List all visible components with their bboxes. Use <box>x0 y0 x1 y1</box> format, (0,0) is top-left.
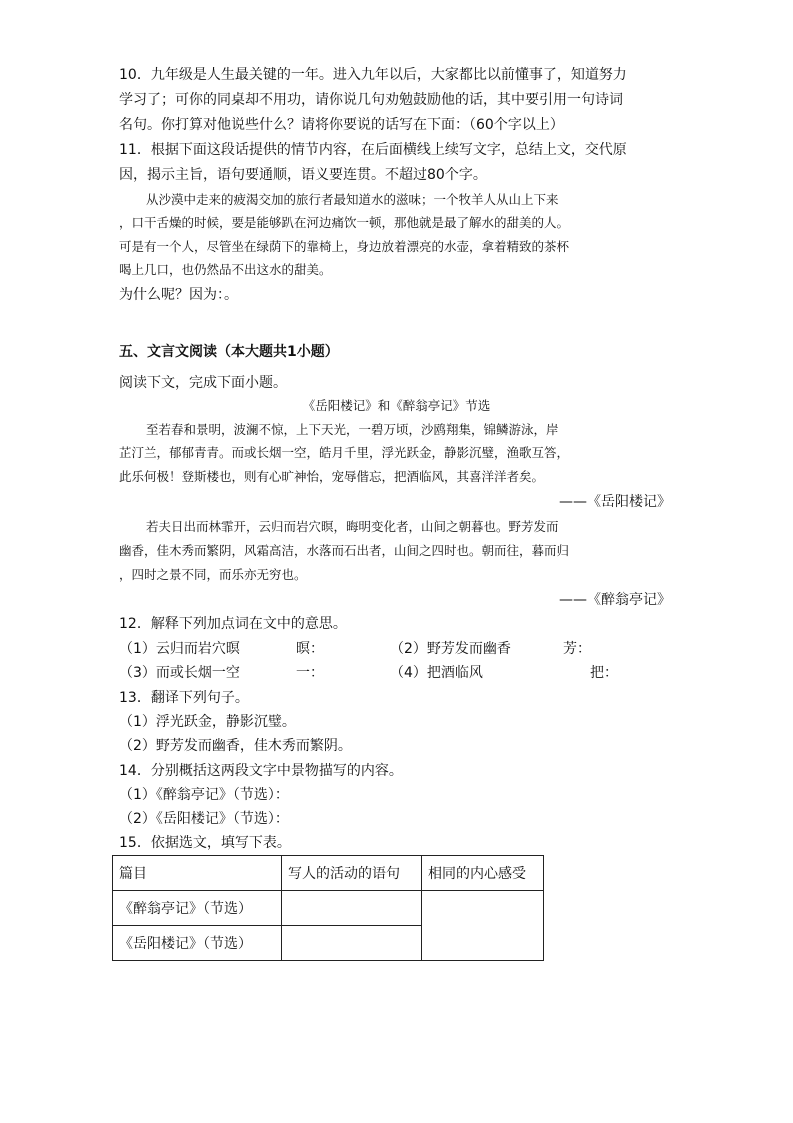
q12-item-2: （2）野芳发而幽香 <box>390 641 511 657</box>
q11-passage-line-3: 可是有一个人，尽管坐在绿荫下的靠椅上，身边放着漂亮的水壶，拿着精致的茶杯 <box>119 239 570 254</box>
zuiweng-line-2: 幽香，佳木秀而繁阴，风霜高洁，水落而石出者，山间之四时也。朝而往，暮而归 <box>119 543 570 558</box>
q12-item-1-word: 暝： <box>296 641 324 657</box>
q12-item-4-word: 把： <box>590 665 618 681</box>
q13-item-1: （1）浮光跃金，静影沉璧。 <box>119 714 296 730</box>
q14-item-1: （1）《醉翁亭记》（节选）： <box>119 787 289 803</box>
q11-passage-line-1: 从沙漠中走来的疲渴交加的旅行者最知道水的滋味；一个牧羊人从山上下来 <box>146 192 559 207</box>
q11-passage-line-2: ，口干舌燥的时候，要是能够趴在河边痛饮一顿，那他就是最了解水的甜美的人。 <box>119 215 570 230</box>
q11-passage-line-4: 喝上几口，也仍然品不出这水的甜美。 <box>119 262 332 277</box>
table-header-cell: 相同的内心感受 <box>422 856 544 891</box>
yueyang-source: ——《岳阳楼记》 <box>559 494 671 510</box>
section-heading: 五、文言文阅读（本大题共1小题） <box>119 344 339 360</box>
q12-stem: 12．解释下列加点词在文中的意思。 <box>119 616 347 632</box>
table-header-row <box>113 856 544 891</box>
table-answer-cell[interactable] <box>422 891 544 961</box>
q11-answer-prompt: 为什么呢？因为：。 <box>119 287 238 303</box>
yueyang-line-1: 至若春和景明，波澜不惊，上下天光，一碧万顷，沙鸥翔集，锦鳞游泳，岸 <box>146 422 559 437</box>
zuiweng-source: ——《醉翁亭记》 <box>559 592 671 608</box>
yueyang-line-2: 芷汀兰，郁郁青青。而或长烟一空，皓月千里，浮光跃金，静影沉璧，渔歌互答， <box>119 445 570 460</box>
q15-table <box>112 855 544 961</box>
q11-line-2: 因，揭示主旨，语句要通顺，语义要连贯。不超过80个字。 <box>119 167 487 183</box>
q13-stem: 13．翻译下列句子。 <box>119 690 249 706</box>
section-instruction: 阅读下文，完成下面小题。 <box>119 375 287 391</box>
q10-line-3: 名句。你打算对他说些什么？请将你要说的话写在下面：（60个字以上） <box>119 117 564 133</box>
q10-line-2: 学习了；可你的同桌却不用功，请你说几句劝勉鼓励他的话，其中要引用一句诗词 <box>119 92 623 108</box>
q10-line-1: 10．九年级是人生最关键的一年。进入九年以后，大家都比以前懂事了，知道努力 <box>119 67 627 83</box>
table-answer-cell[interactable] <box>282 891 422 926</box>
table-row <box>113 891 544 926</box>
q15-stem: 15．依据选文，填写下表。 <box>119 835 291 851</box>
q14-item-2: （2）《岳阳楼记》（节选）： <box>119 811 289 827</box>
q14-stem: 14．分别概括这两段文字中景物描写的内容。 <box>119 763 403 779</box>
q11-line-1: 11．根据下面这段话提供的情节内容，在后面横线上续写文字，总结上文，交代原 <box>119 142 627 158</box>
zuiweng-line-1: 若夫日出而林霏开，云归而岩穴暝，晦明变化者，山间之朝暮也。野芳发而 <box>146 519 559 534</box>
table-answer-cell[interactable] <box>282 926 422 961</box>
q12-item-3-word: 一： <box>296 665 324 681</box>
q12-item-2-word: 芳： <box>563 641 591 657</box>
q12-item-3: （3）而或长烟一空 <box>119 665 240 681</box>
q12-item-4: （4）把酒临风 <box>390 665 483 681</box>
table-header-cell: 篇目 <box>113 856 282 891</box>
yueyang-line-3: 此乐何极！登斯楼也，则有心旷神怡，宠辱偕忘，把酒临风，其喜洋洋者矣。 <box>119 469 545 484</box>
table-header-cell: 写人的活动的语句 <box>282 856 422 891</box>
table-row-label: 《岳阳楼记》（节选） <box>113 926 282 961</box>
q13-item-2: （2）野芳发而幽香，佳木秀而繁阴。 <box>119 738 352 754</box>
q12-item-1: （1）云归而岩穴暝 <box>119 641 240 657</box>
zuiweng-line-3: ，四时之景不同，而乐亦无穷也。 <box>119 567 307 582</box>
passage-title: 《岳阳楼记》和《醉翁亭记》节选 <box>302 398 491 413</box>
table-row-label: 《醉翁亭记》（节选） <box>113 891 282 926</box>
